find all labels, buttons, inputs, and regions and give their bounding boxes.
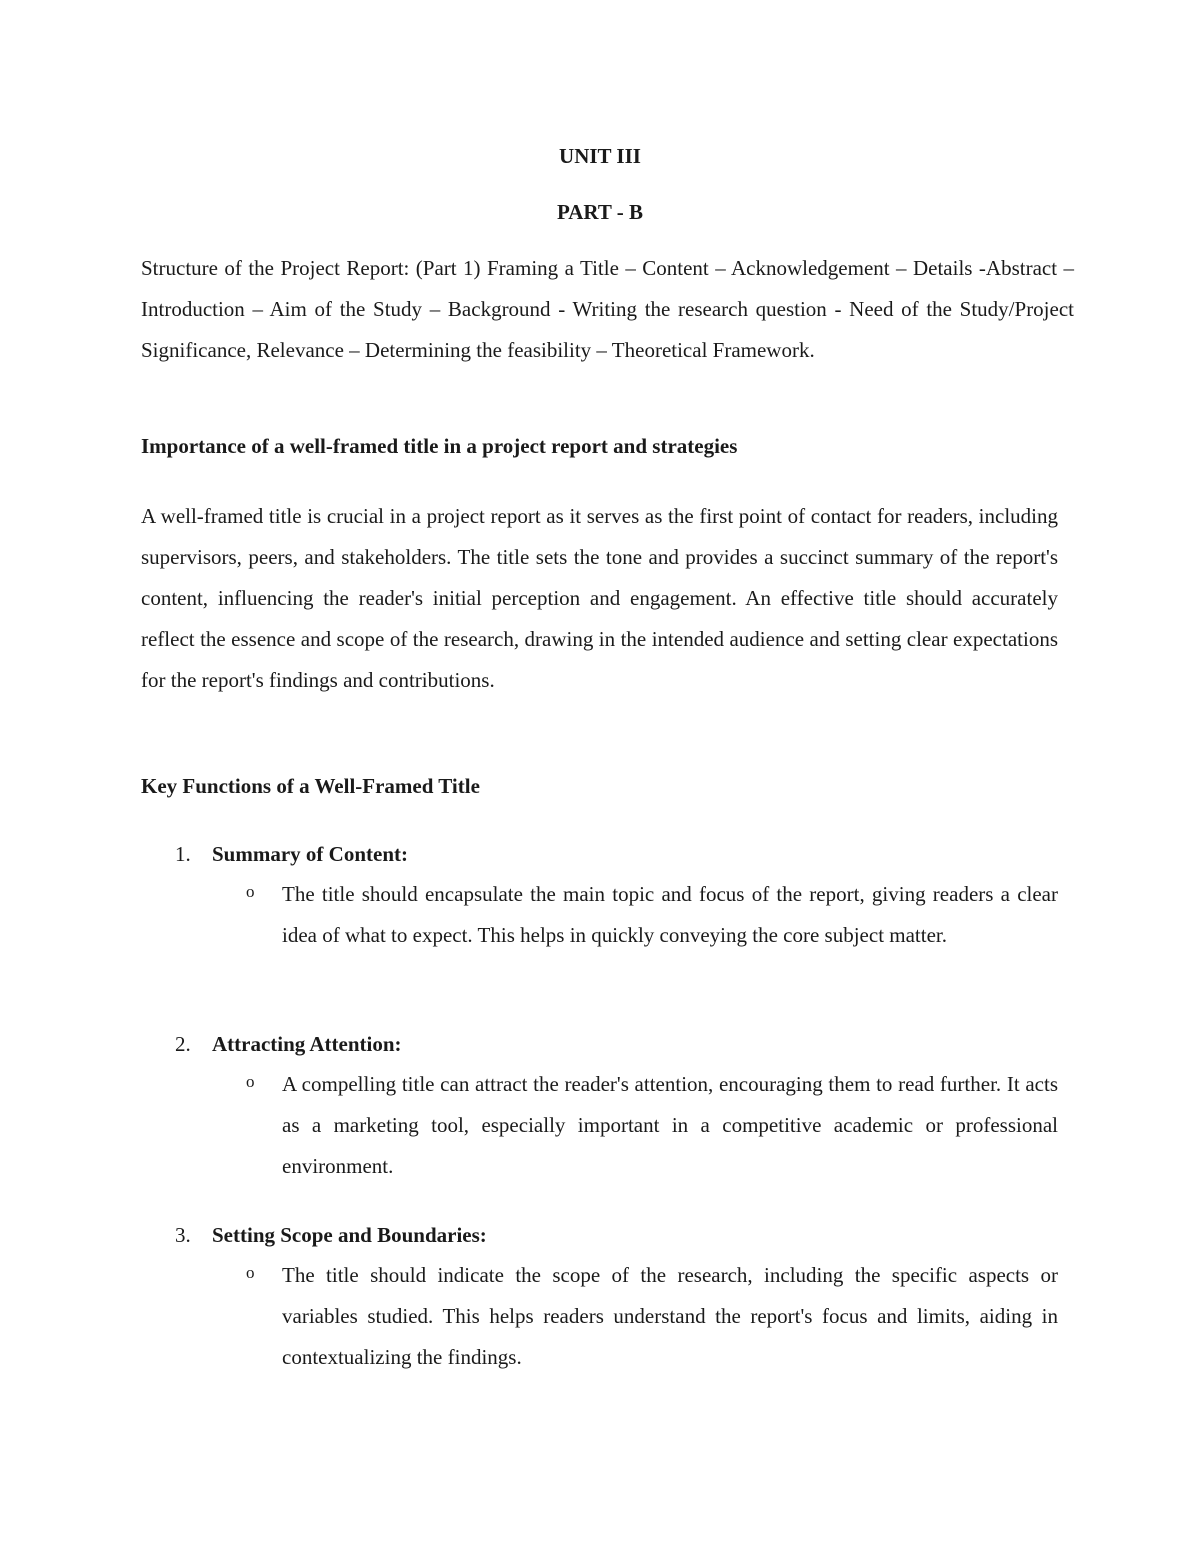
part-title: PART - B (557, 200, 643, 224)
unit-title: UNIT III (559, 144, 641, 168)
list-item-heading: Attracting Attention: (212, 1032, 402, 1056)
bullet-icon: o (246, 1263, 255, 1282)
importance-paragraph: A well-framed title is crucial in a project report as it serves as the first point of contact for readers, including supervisors, peers, and stakeholders. The title sets the tone and provides a succinct summary of the report's content, influencing the reader's initial perception and engagement. An effective title should accurately reflect the essence and scope of the research, drawing in the intended audience and setting clear expectations for the report's findings and contributions. (141, 504, 1058, 692)
section-heading-key-functions: Key Functions of a Well-Framed Title (141, 774, 480, 798)
syllabus-intro: Structure of the Project Report: (Part 1) Framing a Title – Content – Acknowledgement – Details -Abstract – Introduction – Aim of the Study – Background - Writing the research question - Need of the Study/Project Significance, Relevance – Determining the feasibility – Theoretical Framework. (141, 256, 1074, 362)
list-item-title (175, 842, 408, 867)
list-item-text: The title should encapsulate the main topic and focus of the report, giving readers a clear idea of what to expect. This helps in quickly conveying the core subject matter. (282, 882, 1058, 947)
list-item-title (175, 1223, 487, 1248)
list-item-text: The title should indicate the scope of the research, including the specific aspects or variables studied. This helps readers understand the report's focus and limits, aiding in contextualizing the findings. (282, 1263, 1058, 1369)
list-number: 1. (175, 842, 191, 866)
list-item-heading: Setting Scope and Boundaries: (212, 1223, 487, 1247)
list-item-text: A compelling title can attract the reader's attention, encouraging them to read further. It acts as a marketing tool, especially important in a competitive academic or professional environment. (282, 1072, 1058, 1178)
list-item-heading: Summary of Content: (212, 842, 408, 866)
bullet-icon: o (246, 882, 255, 901)
list-item-title (175, 1032, 402, 1057)
list-number: 2. (175, 1032, 191, 1056)
bullet-icon: o (246, 1072, 255, 1091)
section-heading-importance: Importance of a well-framed title in a project report and strategies (141, 434, 738, 458)
list-number: 3. (175, 1223, 191, 1247)
